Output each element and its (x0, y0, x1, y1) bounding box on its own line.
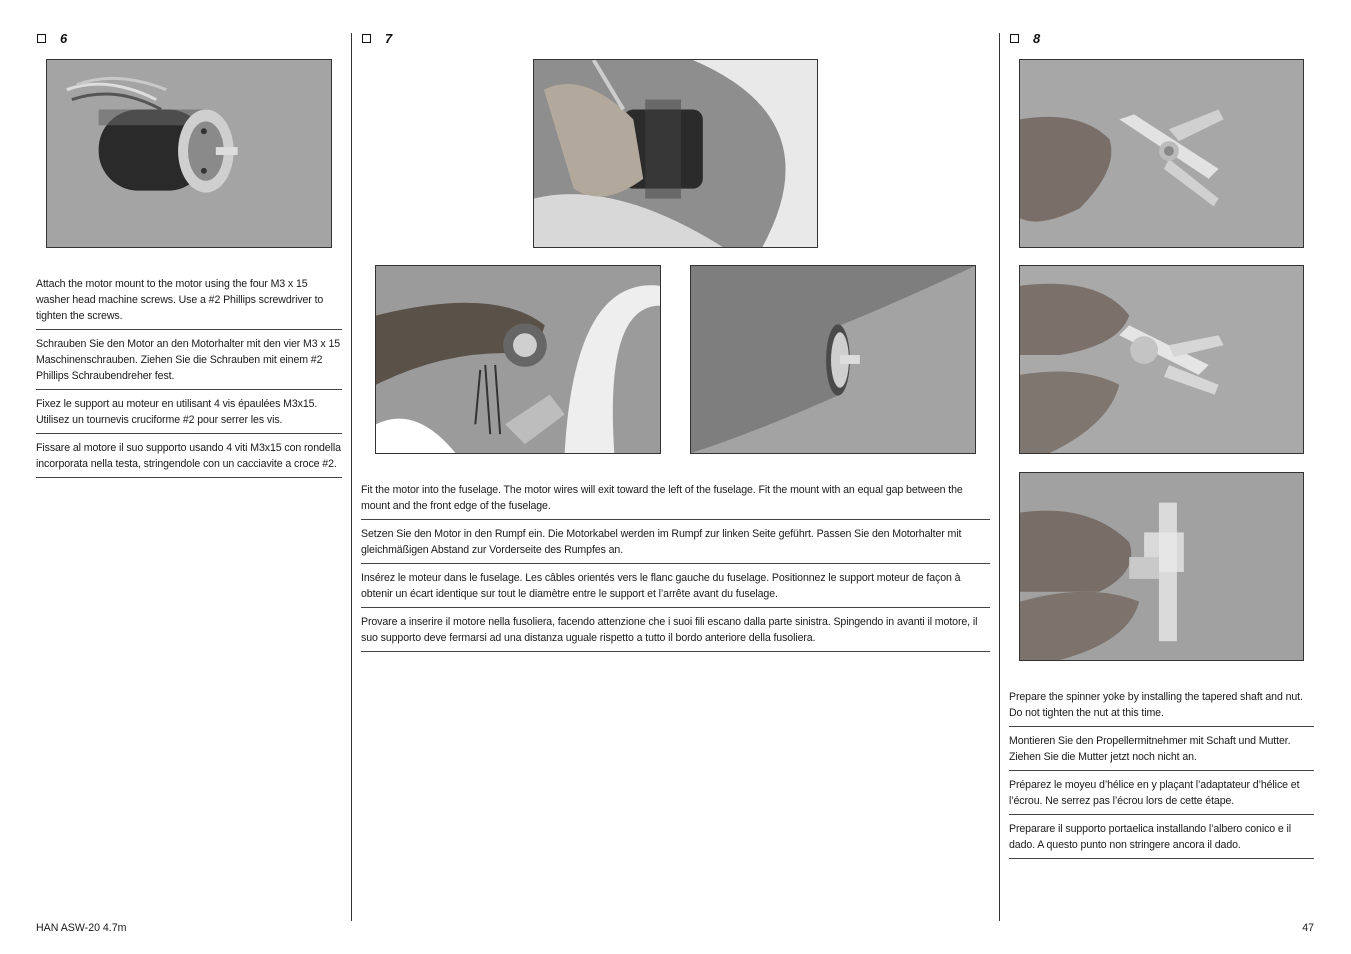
step-6-number: 6 (60, 31, 68, 46)
step-6-text-fr: Fixez le support au moteur en utilisant 4 vis épaulées M3x15. Utilisez un tournevis cruciforme #2 pour serrer les vis. (36, 396, 342, 434)
step-8-number: 8 (1033, 31, 1041, 46)
step-7-number: 7 (385, 31, 393, 46)
step-6-text-it: Fissare al motore il suo supporto usando 4 viti M3x15 con rondella incorporata nella testa, stringendole con un cacciavite a croce #2. (36, 440, 342, 478)
step-6-checkbox[interactable] (37, 34, 46, 43)
step-7-photo-insert-motor (533, 59, 818, 248)
step-7-text-en: Fit the motor into the fuselage. The motor wires will exit toward the left of the fuselage. Fit the mount with an equal gap between the mount and the front edge of the fuselage. (361, 482, 990, 520)
footer-page-number: 47 (1302, 922, 1314, 934)
step-8-photo-yoke-1 (1019, 59, 1304, 248)
step-6-photo-motor (46, 59, 332, 248)
step-8-text-de: Montieren Sie den Propellermitnehmer mit Schaft und Mutter. Ziehen Sie die Mutter jetzt noch nicht an. (1009, 733, 1314, 771)
step-8-photo-yoke-2 (1019, 265, 1304, 454)
step-8-text-fr: Préparez le moyeu d’hélice en y plaçant l’adaptateur d’hélice et l’écrou. Ne serrez pas l’écrou lors de cette étape. (1009, 777, 1314, 815)
step-6-text-de: Schrauben Sie den Motor an den Motorhalter mit den vier M3 x 15 Maschinenschrauben. Ziehen Sie die Schrauben mit einem #2 Phillips Schraubendreher fest. (36, 336, 342, 390)
column-divider-1 (351, 33, 352, 921)
step-7-text-fr: Insérez le moteur dans le fuselage. Les câbles orientés vers le flanc gauche du fuselage. Positionnez le support moteur de façon à obtenir un écart identique sur tout le diamètre entre le support et l’arrête avant du fuselage. (361, 570, 990, 608)
step-8-checkbox[interactable] (1010, 34, 1019, 43)
step-7-instructions (361, 482, 990, 658)
step-7-photo-wires-inside (375, 265, 661, 454)
step-8-instructions (1009, 689, 1314, 865)
step-6-heading (37, 31, 67, 46)
step-7-photo-motor-fitted (690, 265, 976, 454)
step-8-photo-yoke-3 (1019, 472, 1304, 661)
column-divider-2 (999, 33, 1000, 921)
step-7-text-de: Setzen Sie den Motor in den Rumpf ein. Die Motorkabel werden im Rumpf zur linken Seite geführt. Passen Sie den Motorhalter mit gleichmäßigen Abstand zur Vorderseite des Rumpfes an. (361, 526, 990, 564)
step-8-heading (1010, 31, 1040, 46)
step-7-checkbox[interactable] (362, 34, 371, 43)
step-7-heading (362, 31, 392, 46)
step-6-text-en: Attach the motor mount to the motor using the four M3 x 15 washer head machine screws. Use a #2 Phillips screwdriver to tighten the screws. (36, 276, 342, 330)
step-8-text-en: Prepare the spinner yoke by installing the tapered shaft and nut. Do not tighten the nut at this time. (1009, 689, 1314, 727)
footer-manual-title: HAN ASW-20 4.7m (36, 922, 127, 934)
step-7-text-it: Provare a inserire il motore nella fusoliera, facendo attenzione che i suoi fili escano dalla parte sinistra. Spingendo in avanti il motore, il suo supporto deve fermarsi ad una distanza uguale rispetto a tutto il bordo anteriore della fusoliera. (361, 614, 990, 652)
step-6-instructions (36, 276, 342, 484)
step-8-text-it: Preparare il supporto portaelica installando l’albero conico e il dado. A questo punto non stringere ancora il dado. (1009, 821, 1314, 859)
